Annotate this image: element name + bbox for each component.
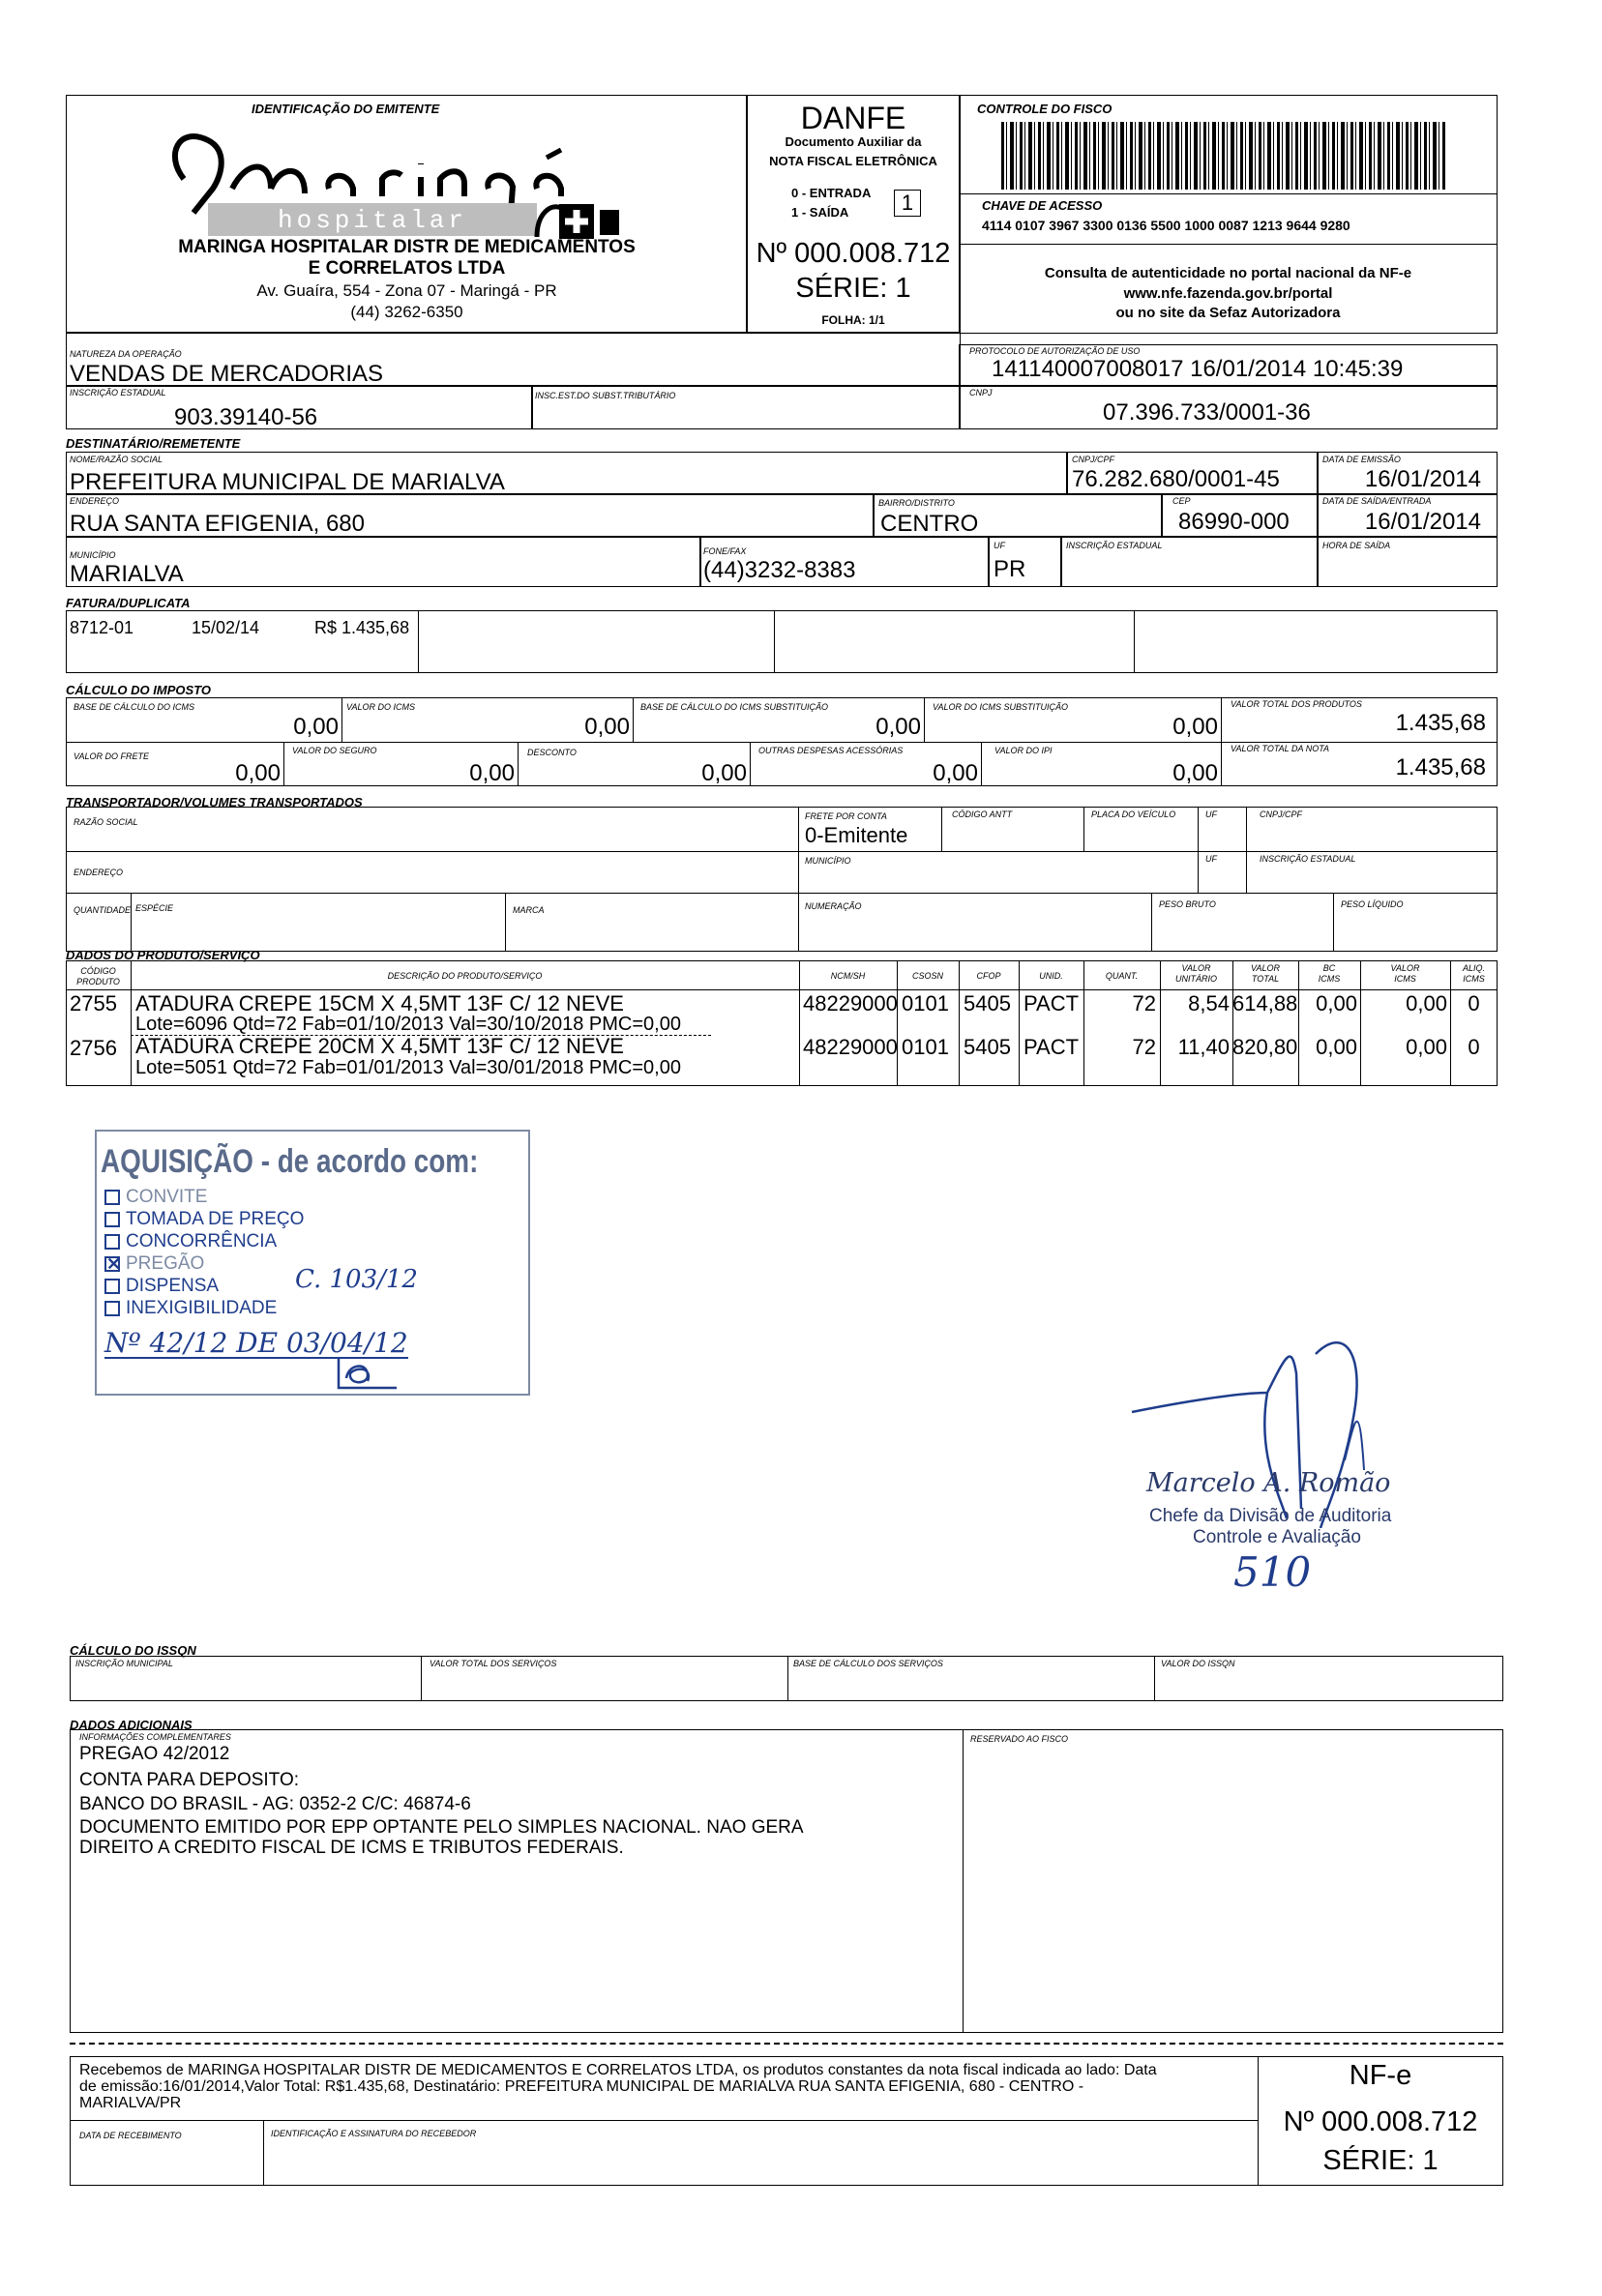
issqn-bc-label: BASE DE CÁLCULO DOS SERVIÇOS xyxy=(793,1659,943,1668)
dest-uf-value: PR xyxy=(994,556,1026,582)
item-lote: Lote=5051 Qtd=72 Fab=01/01/2013 Val=30/01/2018 PMC=0,00 xyxy=(135,1057,681,1078)
bc-icms-label: BASE DE CÁLCULO DO ICMS xyxy=(74,702,195,712)
heart-logo-icon xyxy=(155,121,638,256)
issqn-box xyxy=(70,1656,1503,1701)
dest-cnpj-label: CNPJ/CPF xyxy=(1072,455,1115,464)
item-aliq: 0 xyxy=(1468,991,1480,1016)
dest-uf-label: UF xyxy=(994,541,1005,550)
outras-label: OUTRAS DESPESAS ACESSÓRIAS xyxy=(758,746,904,755)
canhoto-nfe: NF-e xyxy=(1349,2060,1412,2091)
fatura-box xyxy=(66,610,1498,673)
issqn-col-2 xyxy=(787,1656,788,1701)
canhoto-line: Recebemos de MARINGA HOSPITALAR DISTR DE MEDICAMENTOS E CORRELATOS LTDA, os produtos constantes da nota fiscal indicada ao lado: Data xyxy=(79,2062,1157,2078)
item-vunit: 11,40 xyxy=(1177,1035,1230,1059)
dest-municipio-label: MUNICÍPIO xyxy=(70,550,116,560)
adicionais-reservado-label: RESERVADO AO FISCO xyxy=(970,1734,1069,1744)
canhoto-data-label: DATA DE RECEBIMENTO xyxy=(79,2131,182,2140)
item-quant: 72 xyxy=(1132,991,1156,1016)
natureza-label: NATUREZA DA OPERAÇÃO xyxy=(70,349,182,359)
item-descricao: ATADURA CREPE 15CM X 4,5MT 13F C/ 12 NEVE xyxy=(135,991,624,1016)
dest-section-title: DESTINATÁRIO/REMETENTE xyxy=(66,436,241,451)
hdr-vicms-2: ICMS xyxy=(1394,974,1416,984)
canhoto-serie: SÉRIE: 1 xyxy=(1322,2145,1439,2176)
imposto-col-b xyxy=(633,697,634,742)
signature-name: Marcelo A. Romão xyxy=(1146,1468,1391,1498)
adicionais-line: DIREITO A CREDITO FISCAL DE ICMS E TRIBUTOS FEDERAIS. xyxy=(79,1838,624,1858)
issqn-col-3 xyxy=(1154,1656,1155,1701)
ipi-value: 0,00 xyxy=(1172,760,1218,786)
danfe-saida: 1 - SAÍDA xyxy=(791,205,849,220)
produtos-section-title: DADOS DO PRODUTO/SERVIÇO xyxy=(66,948,260,962)
dest-fone-label: FONE/FAX xyxy=(703,546,747,556)
item-csosn: 0101 xyxy=(902,991,949,1016)
outras-value: 0,00 xyxy=(933,760,978,786)
canhoto-col-2 xyxy=(263,2120,264,2186)
bc-st-label: BASE DE CÁLCULO DO ICMS SUBSTITUIÇÃO xyxy=(640,702,829,712)
adicionais-line: PREGAO 42/2012 xyxy=(79,1744,230,1764)
item-bc: 0,00 xyxy=(1316,991,1357,1016)
dest-nome-value: PREFEITURA MUNICIPAL DE MARIALVA xyxy=(70,469,505,495)
ie-value: 903.39140-56 xyxy=(174,404,318,430)
signature-number: 510 xyxy=(1233,1548,1312,1596)
chave-acesso: 4114 0107 3967 3300 0136 5500 1000 0087 1213 9644 9280 xyxy=(982,218,1350,233)
dest-emissao-label: DATA DE EMISSÃO xyxy=(1322,455,1401,464)
imposto-col-c xyxy=(924,697,925,742)
initials-scribble-icon xyxy=(329,1354,406,1393)
transp-col-d xyxy=(1198,807,1199,893)
dest-emissao-value: 16/01/2014 xyxy=(1364,466,1481,492)
hdr-codigo-2: PRODUTO xyxy=(76,977,120,986)
transp-bruto-label: PESO BRUTO xyxy=(1159,899,1216,909)
barcode xyxy=(1001,122,1446,190)
emitente-section-title: IDENTIFICAÇÃO DO EMITENTE xyxy=(252,102,440,116)
adicionais-col xyxy=(963,1729,964,2033)
fatura-vencimento: 15/02/14 xyxy=(192,618,260,637)
svg-text:hospitalar: hospitalar xyxy=(277,206,468,235)
transp-antt-label: CÓDIGO ANTT xyxy=(952,809,1013,819)
imposto-col-a xyxy=(341,697,342,742)
hdr-csosn: CSOSN xyxy=(911,971,943,981)
stamp-pregao-handwritten: C. 103/12 xyxy=(295,1265,418,1294)
transp-col-b xyxy=(941,807,942,851)
transp-col-f xyxy=(131,893,132,952)
cut-line xyxy=(70,2043,1503,2045)
icms-st-value: 0,00 xyxy=(1172,714,1218,740)
hdr-vtot-1: VALOR xyxy=(1250,963,1280,973)
hdr-bc-1: BC xyxy=(1322,963,1336,973)
item-vtotal: 820,80 xyxy=(1232,1035,1298,1059)
desconto-value: 0,00 xyxy=(701,760,747,786)
hdr-aliq-2: ICMS xyxy=(1463,974,1485,984)
checked-checkbox-icon: ✕ xyxy=(106,1254,122,1274)
canhoto-ident-label: IDENTIFICAÇÃO E ASSINATURA DO RECEBEDOR xyxy=(271,2129,477,2138)
transp-row-1 xyxy=(66,851,1498,852)
natureza-value: VENDAS DE MERCADORIAS xyxy=(70,361,384,387)
transp-qtd-label: QUANTIDADE xyxy=(74,905,132,915)
hdr-vunit-2: UNITÁRIO xyxy=(1174,974,1217,984)
hdr-aliq-1: ALIQ. xyxy=(1462,963,1485,973)
item-codigo: 2756 xyxy=(70,1036,117,1060)
emit-cnpj-label: CNPJ xyxy=(969,388,993,397)
danfe-folha: FOLHA: 1/1 xyxy=(821,313,885,327)
transp-uf2-label: UF xyxy=(1205,854,1217,864)
danfe-title: DANFE xyxy=(800,101,906,135)
transp-col-h xyxy=(1151,893,1152,952)
ipi-label: VALOR DO IPI xyxy=(994,746,1053,755)
dest-bairro-value: CENTRO xyxy=(880,511,979,537)
protocolo-value: 141140007008017 16/01/2014 10:45:39 xyxy=(992,356,1404,382)
dest-nome-label: NOME/RAZÃO SOCIAL xyxy=(70,455,163,464)
transp-frete-value: 0-Emitente xyxy=(805,823,908,847)
bc-icms-value: 0,00 xyxy=(293,714,339,740)
issqn-col-1 xyxy=(421,1656,422,1701)
dest-cep-label: CEP xyxy=(1172,496,1191,506)
adicionais-line: DOCUMENTO EMITIDO POR EPP OPTANTE PELO SIMPLES NACIONAL. NAO GERA xyxy=(79,1817,804,1838)
item-cfop: 5405 xyxy=(964,991,1011,1016)
company-name-line1: MARINGA HOSPITALAR DISTR DE MEDICAMENTOS xyxy=(178,237,636,257)
item-vunit: 8,54 xyxy=(1188,991,1230,1016)
checkbox-icon xyxy=(104,1234,120,1250)
fatura-numero: 8712-01 xyxy=(70,618,134,637)
item-descricao: ATADURA CREPE 20CM X 4,5MT 13F C/ 12 NEVE xyxy=(135,1034,624,1058)
total-prod-value: 1.435,68 xyxy=(1395,710,1486,736)
dest-endereco-value: RUA SANTA EFIGENIA, 680 xyxy=(70,511,365,537)
item-vicms: 0,00 xyxy=(1406,991,1447,1016)
signature-role-2: Controle e Avaliação xyxy=(1193,1527,1361,1547)
seguro-label: VALOR DO SEGURO xyxy=(292,746,377,755)
emit-cnpj-value: 07.396.733/0001-36 xyxy=(1103,399,1311,426)
company-logo xyxy=(155,121,638,256)
item-bc: 0,00 xyxy=(1316,1035,1357,1059)
adicionais-info-label: INFORMAÇÕES COMPLEMENTARES xyxy=(79,1732,231,1742)
iest-label: INSC.EST.DO SUBST.TRIBUTÁRIO xyxy=(535,391,676,400)
signature-block xyxy=(1122,1335,1441,1605)
checkbox-icon xyxy=(104,1279,120,1294)
fisco-divider-2 xyxy=(959,244,1498,245)
issqn-servicos-label: VALOR TOTAL DOS SERVIÇOS xyxy=(430,1659,557,1668)
imposto-col-d xyxy=(1221,697,1222,742)
hdr-vtot-2: TOTAL xyxy=(1251,974,1280,984)
imposto-col-e xyxy=(283,742,284,786)
dest-saida-value: 16/01/2014 xyxy=(1364,509,1481,535)
adicionais-line: CONTA PARA DEPOSITO: xyxy=(79,1770,299,1790)
transp-col-c xyxy=(1083,807,1084,851)
hdr-ncm: NCM/SH xyxy=(830,971,866,981)
transp-razao-label: RAZÃO SOCIAL xyxy=(74,817,138,827)
issqn-section-title: CÁLCULO DO ISSQN xyxy=(70,1643,196,1658)
transp-box xyxy=(66,807,1498,952)
item-ncm: 48229000 xyxy=(803,1035,898,1059)
item-unid: PACT xyxy=(1024,991,1080,1016)
dest-fone-value: (44)3232-8383 xyxy=(703,557,856,583)
produtos-header-divider xyxy=(66,989,1498,990)
transp-ie-label: INSCRIÇÃO ESTADUAL xyxy=(1260,854,1356,864)
fatura-section-title: FATURA/DUPLICATA xyxy=(66,596,191,610)
icms-label: VALOR DO ICMS xyxy=(346,702,416,712)
consulta-line3: ou no site da Sefaz Autorizadora xyxy=(1115,305,1341,321)
bc-st-value: 0,00 xyxy=(875,714,921,740)
transp-col-a xyxy=(798,807,799,952)
dest-bairro-label: BAIRRO/DISTRITO xyxy=(878,498,955,508)
adicionais-line: BANCO DO BRASIL - AG: 0352-2 C/C: 46874-6 xyxy=(79,1794,471,1814)
item-quant: 72 xyxy=(1132,1035,1156,1059)
fisco-divider-1 xyxy=(959,193,1498,194)
transp-col-i xyxy=(1333,893,1334,952)
chave-label: CHAVE DE ACESSO xyxy=(982,198,1103,213)
transp-marca-label: MARCA xyxy=(513,905,545,915)
imposto-row-divider xyxy=(66,742,1498,743)
frete-label: VALOR DO FRETE xyxy=(74,751,150,761)
transp-liquido-label: PESO LÍQUIDO xyxy=(1341,899,1404,909)
item-ncm: 48229000 xyxy=(803,991,898,1016)
canhoto-numero: Nº 000.008.712 xyxy=(1283,2106,1478,2137)
seguro-value: 0,00 xyxy=(469,760,515,786)
transp-endereco-label: ENDEREÇO xyxy=(74,868,124,877)
consulta-line2: www.nfe.fazenda.gov.br/portal xyxy=(1123,285,1333,302)
hdr-bc-2: ICMS xyxy=(1318,974,1341,984)
imposto-col-f xyxy=(518,742,519,786)
transp-municipio-label: MUNICÍPIO xyxy=(805,856,851,866)
item-csosn: 0101 xyxy=(902,1035,949,1059)
dest-saida-label: DATA DE SAÍDA/ENTRADA xyxy=(1322,496,1432,506)
danfe-subtitle-2: NOTA FISCAL ELETRÔNICA xyxy=(769,154,937,168)
item-vtotal: 614,88 xyxy=(1232,991,1298,1016)
fatura-col-3 xyxy=(1134,610,1135,673)
hdr-unid: UNID. xyxy=(1039,971,1063,981)
stamp-numero: Nº 42/12 DE 03/04/12 xyxy=(104,1327,408,1359)
danfe-entrada: 0 - ENTRADA xyxy=(791,186,872,200)
transp-cnpj-label: CNPJ/CPF xyxy=(1260,809,1303,819)
total-prod-label: VALOR TOTAL DOS PRODUTOS xyxy=(1231,699,1362,709)
dest-cep-value: 86990-000 xyxy=(1178,509,1290,535)
issqn-valor-label: VALOR DO ISSQN xyxy=(1161,1659,1235,1668)
hdr-vicms-1: VALOR xyxy=(1390,963,1420,973)
stamp-title: AQUISIÇÃO - de acordo com: xyxy=(101,1143,479,1180)
danfe-subtitle-1: Documento Auxiliar da xyxy=(785,134,922,149)
signature-role-1: Chefe da Divisão de Auditoria xyxy=(1149,1506,1392,1526)
imposto-col-h xyxy=(981,742,982,786)
transp-col-e xyxy=(1246,807,1247,893)
danfe-serie: SÉRIE: 1 xyxy=(795,273,911,304)
adicionais-section-title: DADOS ADICIONAIS xyxy=(70,1718,193,1732)
transp-especie-label: ESPÉCIE xyxy=(135,903,174,913)
ie-label: INSCRIÇÃO ESTADUAL xyxy=(70,388,166,397)
item-vicms: 0,00 xyxy=(1406,1035,1447,1059)
total-nota-value: 1.435,68 xyxy=(1395,754,1486,780)
imposto-col-g xyxy=(750,742,751,786)
hdr-descricao: DESCRIÇÃO DO PRODUTO/SERVIÇO xyxy=(387,971,543,981)
imposto-section-title: CÁLCULO DO IMPOSTO xyxy=(66,683,211,697)
hdr-codigo-1: CÓDIGO xyxy=(80,966,116,976)
icms-value: 0,00 xyxy=(584,714,630,740)
canhoto-line: MARIALVA/PR xyxy=(79,2095,182,2111)
item-unid: PACT xyxy=(1024,1035,1080,1059)
dest-municipio-value: MARIALVA xyxy=(70,561,184,587)
transp-numeracao-label: NUMERAÇÃO xyxy=(805,901,862,911)
hdr-quant: QUANT. xyxy=(1105,971,1139,981)
dest-ie-label: INSCRIÇÃO ESTADUAL xyxy=(1066,541,1163,550)
company-name-line2: E CORRELATOS LTDA xyxy=(308,258,506,279)
icms-st-label: VALOR DO ICMS SUBSTITUIÇÃO xyxy=(933,702,1069,712)
canhoto-line: de emissão:16/01/2014,Valor Total: R$1.435,68, Destinatário: PREFEITURA MUNICIPAL DE MARIALVA RUA SANTA EFIGENIA, 680 - CENTRO - xyxy=(79,2078,1084,2095)
fisco-section-title: CONTROLE DO FISCO xyxy=(977,102,1112,116)
transp-frete-label: FRETE POR CONTA xyxy=(805,811,887,821)
desconto-label: DESCONTO xyxy=(527,748,577,757)
item-aliq: 0 xyxy=(1468,1035,1480,1059)
issqn-im-label: INSCRIÇÃO MUNICIPAL xyxy=(75,1659,173,1668)
acquisition-stamp: AQUISIÇÃO - de acordo com: CONVITE TOMADA DE PREÇO CONCORRÊNCIA ✕ PREGÃO DISPENSA INEXIGIBILIDADE C. 103/12 Nº 42/12 DE 03/04/12 xyxy=(95,1130,530,1396)
dest-cnpj-value: 76.282.680/0001-45 xyxy=(1072,466,1280,492)
company-address: Av. Guaíra, 554 - Zona 07 - Maringá - PR xyxy=(256,281,557,300)
danfe-number: Nº 000.008.712 xyxy=(756,238,951,269)
fatura-col-1 xyxy=(418,610,419,673)
signature-scribble-icon xyxy=(1122,1335,1441,1528)
consulta-line1: Consulta de autenticidade no portal nacional da NF-e xyxy=(1044,265,1412,281)
item-cfop: 5405 xyxy=(964,1035,1011,1059)
checkbox-icon xyxy=(104,1190,120,1205)
frete-value: 0,00 xyxy=(235,760,281,786)
transp-row-2 xyxy=(66,893,1498,894)
hdr-vunit-1: VALOR xyxy=(1181,963,1211,973)
company-phone: (44) 3262-6350 xyxy=(350,303,463,321)
item-codigo: 2755 xyxy=(70,991,117,1016)
imposto-col-i xyxy=(1221,742,1222,786)
danfe-type-box: 1 xyxy=(894,190,921,217)
hdr-cfop: CFOP xyxy=(976,971,1001,981)
checkbox-icon xyxy=(104,1301,120,1316)
transp-col-g xyxy=(505,893,506,952)
checkbox-icon xyxy=(104,1212,120,1227)
fatura-valor: R$ 1.435,68 xyxy=(314,618,410,637)
transp-section-title: TRANSPORTADOR/VOLUMES TRANSPORTADOS xyxy=(66,795,363,809)
fatura-col-2 xyxy=(774,610,775,673)
protocolo-label: PROTOCOLO DE AUTORIZAÇÃO DE USO xyxy=(969,346,1141,356)
total-nota-label: VALOR TOTAL DA NOTA xyxy=(1231,744,1330,753)
canhoto-row xyxy=(70,2120,1258,2121)
dest-hora-label: HORA DE SAÍDA xyxy=(1322,541,1391,550)
item-lote: Lote=6096 Qtd=72 Fab=01/10/2013 Val=30/10/2018 PMC=0,00 xyxy=(135,1014,681,1035)
transp-uf-label: UF xyxy=(1205,809,1217,819)
dest-endereco-label: ENDEREÇO xyxy=(70,496,120,506)
transp-placa-label: PLACA DO VEÍCULO xyxy=(1091,809,1176,819)
